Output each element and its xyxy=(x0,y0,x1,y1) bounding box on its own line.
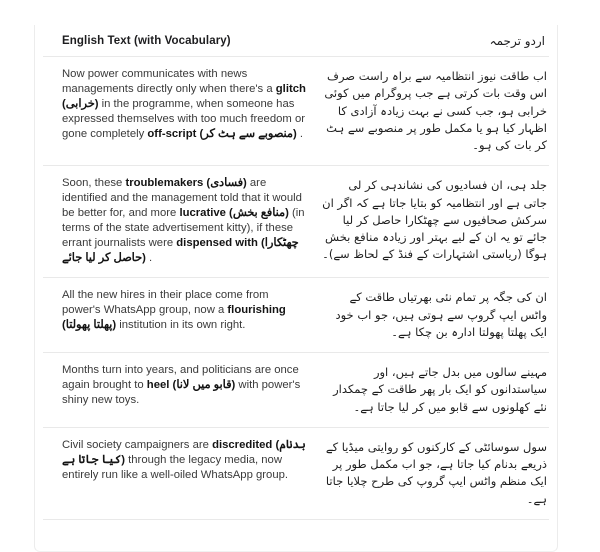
translation-row xyxy=(35,278,557,353)
english-paragraph xyxy=(62,67,310,154)
text-segment: are identified and the management told that it would be better for, and more xyxy=(62,177,302,220)
text-segment: . xyxy=(145,252,153,265)
table-header xyxy=(35,25,557,57)
urdu-column-header: اردو ترجمہ xyxy=(489,34,545,48)
vocab-term: heel (قابو میں لانا) xyxy=(146,379,236,392)
english-column-header: English Text (with Vocabulary) xyxy=(62,35,231,47)
english-paragraph xyxy=(62,363,310,416)
english-paragraph xyxy=(62,288,310,341)
urdu-paragraph: اب طاقت نیوز انتظامیہ سے براہ راست صرف اس وقت بات کرتی ہے جب پروگرام میں کوئی خرابی ہو، جب کسی نے بہت زیادہ آزادی کا اظہار کیا ہو یا مکمل طور پر منصوبے سے ہٹ کر بات کی ہو۔ xyxy=(324,69,547,152)
text-segment: Now power communicates with news managements directly only when there's a xyxy=(62,68,276,96)
translation-row xyxy=(35,57,557,166)
bottom-spacer xyxy=(35,520,557,551)
text-segment: (in terms of the state advertisement kitty), if these errant journalists were xyxy=(62,207,305,250)
urdu-paragraph: جلد ہی، ان فسادیوں کی نشاندہی کر لی جاتی ہے اور انتظامیہ کو بتایا جاتا ہے کہ اگر ان سرکش صحافیوں سے چھٹکارا حاصل کر لیا جائے تو یہ ان کے لیے بہتر اور زیادہ منافع بخش ہوگا (ریاستی اشتہارات کے فنڈ کے لحاظ سے)۔ xyxy=(322,178,547,262)
english-paragraph xyxy=(62,176,310,266)
vocab-term: off-script (منصوبے سے ہٹ کر) xyxy=(147,128,297,141)
urdu-paragraph: سول سوسائٹی کے کارکنوں کو روایتی میڈیا کے ذریعے بدنام کیا جاتا ہے، جو اب مکمل طور پر ایک منظم واٹس ایپ گروپ کی طرح چلایا جاتا ہے۔ xyxy=(325,439,547,506)
vocab-term: dispensed with (چھٹکارا حاصل کر لیا جائے) xyxy=(62,237,299,265)
vocab-term: lucrative (منافع بخش) xyxy=(179,207,289,220)
text-segment: Months turn into years, and politicians are once again brought to xyxy=(62,364,299,392)
english-paragraph xyxy=(62,438,310,508)
text-segment: with power's shiny new toys. xyxy=(62,379,301,407)
urdu-paragraph: ان کی جگہ پر تمام نئی بھرتیاں طاقت کے واٹس ایپ گروپ سے ہوتی ہیں، جو اب خود ایک پھلتا پھولتا ادارہ بن چکا ہے۔ xyxy=(335,290,547,339)
text-segment: institution in its own right. xyxy=(116,319,246,332)
urdu-paragraph: مہینے سالوں میں بدل جاتے ہیں، اور سیاستدانوں کو ایک بار پھر طاقت کے چمکدار نئے کھلونوں سے قابو میں کر لیا جاتا ہے۔ xyxy=(333,365,547,414)
translation-row xyxy=(35,166,557,278)
text-segment: in the programme, when someone has expressed themselves with too much freedom or gone completely xyxy=(62,98,305,141)
text-segment: Soon, these xyxy=(62,177,126,190)
translation-row xyxy=(35,353,557,428)
text-segment: Civil society campaigners are xyxy=(62,438,213,451)
vocab-term: glitch (خرابی) xyxy=(62,83,306,111)
text-segment: . xyxy=(296,128,303,141)
translation-table-panel xyxy=(34,25,558,552)
text-segment: All the new hires in their place come from power's WhatsApp group, now a xyxy=(62,289,269,317)
text-segment: through the legacy media, now entirely run like a well-oiled WhatsApp group. xyxy=(62,453,289,481)
vocab-term: troublemakers (فسادی) xyxy=(125,177,247,190)
vocab-term: flourishing (پھلتا پھولتا) xyxy=(62,304,286,332)
rows-container xyxy=(35,57,557,520)
translation-row xyxy=(35,428,557,520)
vocab-term: discredited (بدنام کیا جاتا ہے) xyxy=(62,438,306,466)
